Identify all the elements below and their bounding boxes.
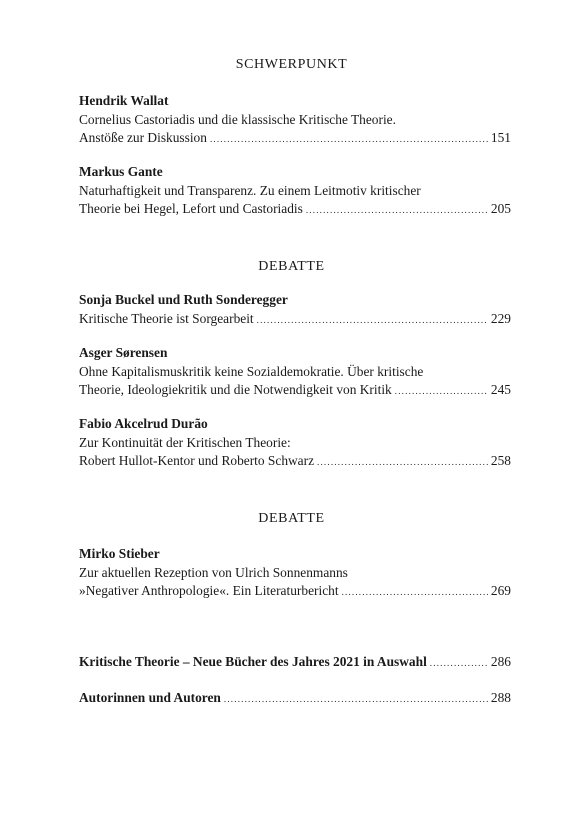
toc-entry: [79, 291, 511, 329]
entry-toc-line: [79, 381, 511, 401]
entry-toc-line: [79, 310, 511, 330]
entry-author: Asger Sørensen: [79, 345, 168, 360]
page-number: 258: [490, 453, 511, 468]
section-heading: SCHWERPUNKT: [235, 57, 348, 72]
entry-toc-line: [79, 582, 511, 602]
entry-author: Sonja Buckel und Ruth Sonderegger: [79, 292, 288, 307]
entry-author: Markus Gante: [79, 164, 163, 179]
entry-toc-line: [79, 200, 511, 220]
entry-toc-line: [79, 129, 511, 149]
entry-title-line: Kritische Theorie ist Sorgearbeit: [79, 310, 254, 326]
dot-leader: [306, 201, 488, 220]
toc-entry: [79, 163, 511, 220]
dot-leader: [317, 453, 488, 472]
section-heading: DEBATTE: [258, 259, 325, 274]
dot-leader: [430, 654, 488, 673]
entry-title-line: Zur Kontinuität der Kritischen Theorie:: [79, 434, 291, 450]
page-number: 229: [490, 310, 511, 326]
entry-title-line: Naturhaftigkeit und Transparenz. Zu einem Leitmotiv kritischer: [79, 182, 421, 198]
entry-author: Hendrik Wallat: [79, 93, 169, 108]
dot-leader: [257, 311, 488, 330]
entry-title-line: Kritische Theorie – Neue Bücher des Jahres 2021 in Auswahl: [79, 654, 427, 669]
entry-toc-line: [79, 452, 511, 472]
entry-title-line: Cornelius Castoriadis und die klassische Kritische Theorie.: [79, 111, 396, 127]
entry-title-line: »Negativer Anthropologie«. Ein Literaturbericht: [79, 583, 339, 598]
page-number: 245: [490, 382, 511, 397]
entry-title-line: Robert Hullot-Kentor und Roberto Schwarz: [79, 453, 315, 468]
dot-leader: [210, 130, 488, 149]
toc-entry: [79, 344, 511, 401]
toc-entry: [79, 92, 511, 149]
entry-title-line: Ohne Kapitalismuskritik keine Sozialdemokratie. Über kritische: [79, 363, 424, 379]
entry-title-line: Theorie, Ideologiekritik und die Notwendigkeit von Kritik: [79, 382, 392, 397]
entry-toc-line: [79, 689, 511, 709]
page-number: 151: [490, 130, 511, 145]
toc-entry: [79, 653, 511, 673]
entry-title-line: Theorie bei Hegel, Lefort und Castoriadis: [79, 201, 303, 216]
page-number: 269: [490, 583, 511, 598]
page-number: 286: [490, 654, 511, 669]
entry-toc-line: [79, 653, 511, 673]
page-number: 205: [490, 201, 511, 216]
entry-author: Fabio Akcelrud Durão: [79, 416, 208, 431]
entry-title-line: Autorinnen und Autoren: [79, 690, 221, 705]
dot-leader: [395, 382, 488, 401]
section-heading: DEBATTE: [258, 511, 325, 526]
dot-leader: [224, 690, 488, 709]
entry-title-line: Zur aktuellen Rezeption von Ulrich Sonnenmanns: [79, 564, 348, 580]
toc-entry: [79, 415, 511, 472]
entry-author: Mirko Stieber: [79, 546, 160, 561]
entry-title-line: Anstöße zur Diskussion: [79, 130, 207, 145]
page-number: 288: [490, 690, 511, 705]
toc-entry: [79, 689, 511, 709]
dot-leader: [342, 583, 488, 602]
toc-entry: [79, 545, 511, 602]
